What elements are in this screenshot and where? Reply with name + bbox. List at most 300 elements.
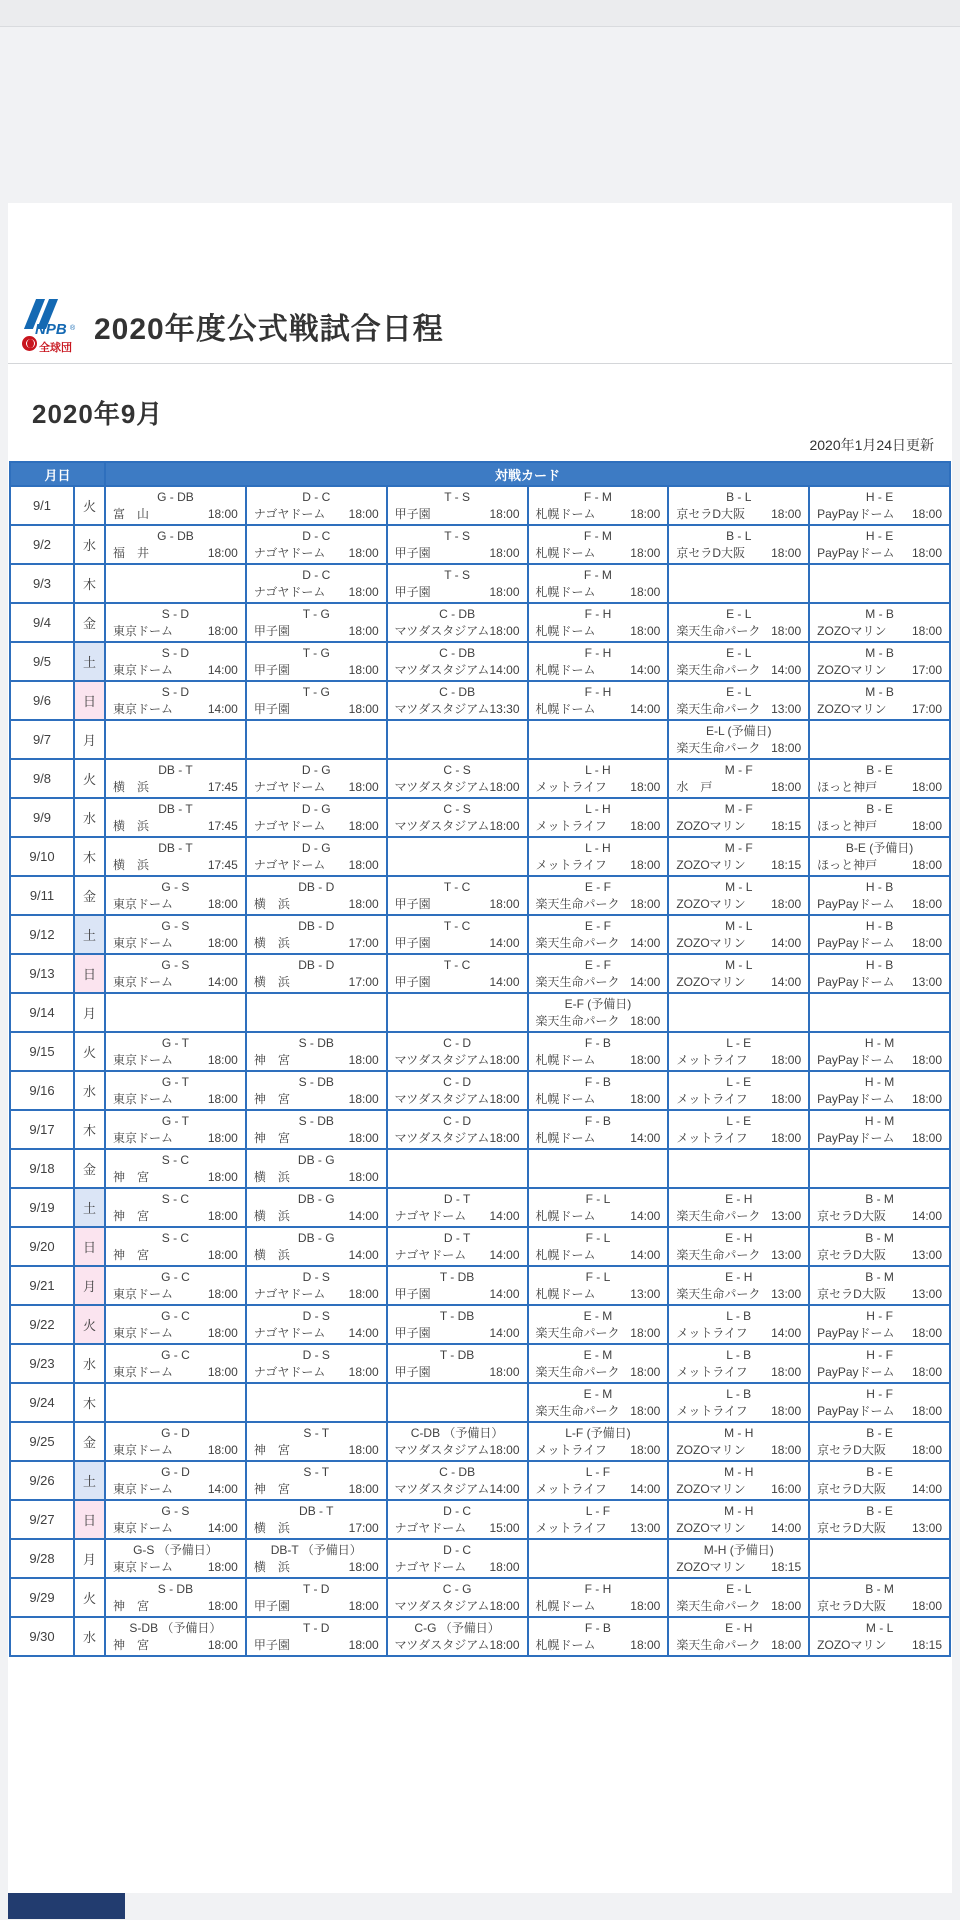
match-card-label: F - L	[585, 1192, 611, 1206]
game-cell	[388, 1579, 527, 1616]
npb-logo-icon	[22, 299, 80, 353]
game-cell	[810, 1462, 949, 1499]
match-card-label: G - D	[161, 1426, 190, 1440]
time-label: 18:00	[348, 1560, 379, 1574]
venue-label: ZOZOマリン	[676, 975, 746, 989]
game-cell	[529, 916, 668, 953]
venue-label: マツダスタジアム	[394, 624, 490, 638]
match-card-label: T - G	[302, 685, 330, 699]
time-label: 18:00	[911, 897, 942, 911]
time-label: 17:00	[348, 975, 379, 989]
time-label: 18:00	[911, 624, 942, 638]
game-cell	[669, 1540, 808, 1577]
venue-label: ナゴヤドーム	[394, 1209, 467, 1223]
match-card-label: DB - D	[298, 958, 335, 972]
venue-label: PayPayドーム	[817, 1053, 895, 1067]
day-of-week-cell: 水	[75, 1345, 104, 1382]
card-column-header: 対戦カード	[106, 463, 949, 485]
time-label: 18:00	[911, 858, 942, 872]
time-label: 18:00	[771, 546, 802, 560]
date-cell: 9/21	[11, 1267, 73, 1304]
venue-label: 札幌ドーム	[535, 585, 596, 599]
game-cell	[247, 682, 386, 719]
date-cell: 9/30	[11, 1618, 73, 1655]
game-cell	[106, 916, 245, 953]
time-label: 18:00	[911, 507, 942, 521]
venue-label: 甲子園	[253, 1638, 290, 1652]
venue-label: 甲子園	[394, 975, 431, 989]
game-cell	[388, 1423, 527, 1460]
time-label: 17:00	[911, 663, 942, 677]
match-card-label: E - L	[726, 1582, 752, 1596]
time-label: 14:00	[207, 663, 238, 677]
match-card-label: S - T	[303, 1426, 330, 1440]
game-cell	[529, 1501, 668, 1538]
venue-label: 東京ドーム	[113, 1521, 174, 1535]
game-cell	[247, 1306, 386, 1343]
game-cell	[529, 877, 668, 914]
day-of-week-cell: 月	[75, 1540, 104, 1577]
match-card-label: L - H	[585, 841, 611, 855]
game-cell	[529, 1423, 668, 1460]
schedule-row	[11, 1384, 949, 1421]
game-cell	[529, 838, 668, 875]
day-of-week-cell: 金	[75, 604, 104, 641]
match-card-label: E - F	[584, 958, 611, 972]
match-card-label: L - B	[726, 1309, 752, 1323]
venue-label: 札幌ドーム	[535, 663, 596, 677]
schedule-row	[11, 643, 949, 680]
schedule-row	[11, 1579, 949, 1616]
venue-label: 札幌ドーム	[535, 1053, 596, 1067]
time-label: 14:00	[348, 1326, 379, 1340]
day-of-week-cell: 月	[75, 994, 104, 1031]
time-label: 18:00	[348, 1287, 379, 1301]
time-label: 17:00	[911, 702, 942, 716]
game-cell	[388, 877, 527, 914]
match-card-label: M - B	[865, 607, 894, 621]
table-header-row	[11, 463, 949, 485]
match-card-label: B - E	[866, 1426, 893, 1440]
time-label: 18:00	[489, 1053, 520, 1067]
match-card-label: T - G	[302, 646, 330, 660]
match-card-label: S - DB	[298, 1036, 334, 1050]
match-card-label: E - L	[726, 646, 752, 660]
game-cell	[810, 1306, 949, 1343]
venue-label: 東京ドーム	[113, 1131, 174, 1145]
time-label: 18:00	[348, 1170, 379, 1184]
match-card-label: G - C	[161, 1309, 190, 1323]
day-of-week-cell: 土	[75, 916, 104, 953]
game-cell	[106, 994, 245, 1031]
schedule-row	[11, 760, 949, 797]
time-label: 18:00	[207, 1053, 238, 1067]
time-label: 18:00	[207, 1326, 238, 1340]
time-label: 18:15	[771, 1560, 802, 1574]
game-cell	[529, 1150, 668, 1187]
game-cell	[529, 1462, 668, 1499]
schedule-row	[11, 1501, 949, 1538]
game-cell	[388, 1345, 527, 1382]
game-cell	[106, 1072, 245, 1109]
venue-label: メットライフ	[676, 1326, 748, 1340]
game-cell	[388, 1267, 527, 1304]
schedule-row	[11, 1189, 949, 1226]
footer-navy-block	[8, 1893, 125, 1919]
date-cell: 9/29	[11, 1579, 73, 1616]
date-cell: 9/18	[11, 1150, 73, 1187]
match-card-label: E-F (予備日)	[564, 997, 632, 1011]
game-cell	[669, 487, 808, 524]
venue-label: 札幌ドーム	[535, 1638, 596, 1652]
game-cell	[669, 799, 808, 836]
venue-label: 楽天生命パーク	[676, 663, 761, 677]
match-card-label: DB - T	[158, 841, 193, 855]
match-card-label: S - C	[161, 1192, 190, 1206]
venue-label: 京セラD大阪	[817, 1248, 886, 1262]
game-cell	[388, 1618, 527, 1655]
venue-label: 水 戸	[676, 780, 713, 794]
match-card-label: D - S	[302, 1348, 330, 1362]
game-cell	[388, 643, 527, 680]
venue-label: ZOZOマリン	[817, 624, 887, 638]
venue-label: 楽天生命パーク	[676, 624, 761, 638]
match-card-label: B - L	[726, 490, 752, 504]
date-cell: 9/27	[11, 1501, 73, 1538]
match-card-label: L - E	[726, 1075, 752, 1089]
game-cell	[388, 1501, 527, 1538]
date-cell: 9/16	[11, 1072, 73, 1109]
time-label: 14:00	[348, 1209, 379, 1223]
game-cell	[106, 1462, 245, 1499]
game-cell	[388, 1189, 527, 1226]
match-card-label: G - C	[161, 1270, 190, 1284]
content-wrapper	[8, 203, 952, 1893]
venue-label: ほっと神戸	[817, 819, 878, 833]
game-cell	[810, 487, 949, 524]
match-card-label: D - T	[443, 1231, 471, 1245]
date-cell: 9/4	[11, 604, 73, 641]
venue-label: 札幌ドーム	[535, 1092, 596, 1106]
time-label: 18:00	[489, 1443, 520, 1457]
time-label: 18:00	[630, 780, 661, 794]
game-cell	[669, 1579, 808, 1616]
match-card-label: T - G	[302, 607, 330, 621]
game-cell	[106, 838, 245, 875]
game-cell	[388, 1228, 527, 1265]
match-card-label: L - B	[726, 1348, 752, 1362]
game-cell	[106, 1423, 245, 1460]
date-cell: 9/3	[11, 565, 73, 602]
venue-label: ナゴヤドーム	[253, 1365, 326, 1379]
match-card-label: D - G	[301, 763, 331, 777]
time-label: 18:00	[489, 546, 520, 560]
match-card-label: L - E	[726, 1036, 752, 1050]
game-cell	[810, 1540, 949, 1577]
venue-label: 横 浜	[253, 936, 290, 950]
game-cell	[529, 1111, 668, 1148]
match-card-label: C - G	[442, 1582, 472, 1596]
day-of-week-cell: 日	[75, 1228, 104, 1265]
game-cell	[247, 721, 386, 758]
venue-label: 楽天生命パーク	[535, 1365, 620, 1379]
game-cell	[247, 1267, 386, 1304]
venue-label: 京セラD大阪	[817, 1209, 886, 1223]
match-card-label: M - H	[724, 1465, 754, 1479]
venue-label: 札幌ドーム	[535, 1248, 596, 1262]
venue-label: ZOZOマリン	[817, 663, 887, 677]
time-label: 15:00	[489, 1521, 520, 1535]
match-card-label: S - T	[303, 1465, 330, 1479]
game-cell	[106, 604, 245, 641]
game-cell	[810, 838, 949, 875]
match-card-label: G - S	[161, 1504, 190, 1518]
venue-label: ナゴヤドーム	[253, 546, 326, 560]
venue-label: ZOZOマリン	[817, 1638, 887, 1652]
game-cell	[529, 1618, 668, 1655]
time-label: 18:00	[771, 624, 802, 638]
date-cell: 9/24	[11, 1384, 73, 1421]
date-cell: 9/19	[11, 1189, 73, 1226]
match-card-label: S - DB	[298, 1114, 334, 1128]
venue-label: メットライフ	[535, 819, 607, 833]
venue-label: マツダスタジアム	[394, 702, 490, 716]
game-cell	[529, 760, 668, 797]
time-label: 14:00	[207, 702, 238, 716]
match-card-label: D - G	[301, 802, 331, 816]
time-label: 14:00	[630, 1248, 661, 1262]
match-card-label: D - G	[301, 841, 331, 855]
game-cell	[529, 682, 668, 719]
venue-label: 甲子園	[253, 624, 290, 638]
match-card-label: C - DB	[439, 646, 476, 660]
schedule-row	[11, 1150, 949, 1187]
game-cell	[388, 1150, 527, 1187]
time-label: 14:00	[771, 975, 802, 989]
game-cell	[669, 643, 808, 680]
time-label: 13:30	[489, 702, 520, 716]
time-label: 17:00	[348, 936, 379, 950]
game-cell	[247, 1618, 386, 1655]
venue-label: 甲子園	[253, 702, 290, 716]
match-card-label: D - C	[443, 1504, 472, 1518]
time-label: 18:00	[207, 936, 238, 950]
game-cell	[247, 1540, 386, 1577]
match-card-label: L - H	[585, 763, 611, 777]
venue-label: 楽天生命パーク	[535, 1404, 620, 1418]
venue-label: メットライフ	[676, 1365, 748, 1379]
venue-label: 札幌ドーム	[535, 1209, 596, 1223]
time-label: 18:00	[911, 1443, 942, 1457]
time-label: 18:00	[911, 546, 942, 560]
game-cell	[388, 487, 527, 524]
schedule-row	[11, 1423, 949, 1460]
match-card-label: H - B	[865, 919, 894, 933]
game-cell	[669, 721, 808, 758]
match-card-label: L - H	[585, 802, 611, 816]
time-label: 18:00	[489, 624, 520, 638]
time-label: 18:00	[348, 819, 379, 833]
match-card-label: L - B	[726, 1387, 752, 1401]
game-cell	[669, 1189, 808, 1226]
venue-label: 神 宮	[253, 1131, 290, 1145]
match-card-label: L - F	[585, 1504, 611, 1518]
venue-label: 東京ドーム	[113, 1053, 174, 1067]
venue-label: 京セラD大阪	[817, 1482, 886, 1496]
date-cell: 9/9	[11, 799, 73, 836]
match-card-label: C - S	[443, 763, 471, 777]
match-card-label: H - M	[864, 1114, 895, 1128]
game-cell	[810, 1189, 949, 1226]
match-card-label: B-E (予備日)	[845, 841, 914, 855]
time-label: 13:00	[771, 702, 802, 716]
match-card-label: B - E	[866, 1465, 893, 1479]
venue-label: 甲子園	[394, 1287, 431, 1301]
venue-label: 横 浜	[253, 1521, 290, 1535]
game-cell	[106, 721, 245, 758]
match-card-label: T - D	[303, 1582, 330, 1596]
date-cell: 9/22	[11, 1306, 73, 1343]
venue-label: メットライフ	[535, 780, 607, 794]
game-cell	[669, 1033, 808, 1070]
venue-label: メットライフ	[676, 1131, 748, 1145]
time-label: 14:00	[771, 1326, 802, 1340]
match-card-label: DB - D	[298, 919, 335, 933]
day-of-week-cell: 火	[75, 1579, 104, 1616]
match-card-label: H - E	[865, 529, 894, 543]
venue-label: 東京ドーム	[113, 975, 174, 989]
game-cell	[388, 682, 527, 719]
game-cell	[388, 1540, 527, 1577]
day-of-week-cell: 火	[75, 1033, 104, 1070]
game-cell	[810, 1618, 949, 1655]
game-cell	[810, 604, 949, 641]
time-label: 18:00	[207, 1131, 238, 1145]
game-cell	[669, 1072, 808, 1109]
game-cell	[388, 565, 527, 602]
time-label: 18:00	[911, 936, 942, 950]
venue-label: 楽天生命パーク	[676, 1599, 761, 1613]
time-label: 18:00	[630, 1404, 661, 1418]
venue-label: 札幌ドーム	[535, 624, 596, 638]
time-label: 18:00	[771, 1443, 802, 1457]
match-card-label: C - DB	[439, 607, 476, 621]
venue-label: PayPayドーム	[817, 1404, 895, 1418]
game-cell	[247, 1150, 386, 1187]
match-card-label: G - S	[161, 880, 190, 894]
time-label: 16:00	[771, 1482, 802, 1496]
venue-label: 楽天生命パーク	[676, 741, 761, 755]
time-label: 18:00	[630, 1599, 661, 1613]
venue-label: ほっと神戸	[817, 780, 878, 794]
game-cell	[106, 682, 245, 719]
time-label: 18:00	[207, 1599, 238, 1613]
time-label: 13:00	[911, 1248, 942, 1262]
npb-logo-reg-mark: ®	[70, 325, 76, 332]
venue-label: 甲子園	[253, 1599, 290, 1613]
game-cell	[106, 1384, 245, 1421]
venue-label: 神 宮	[113, 1209, 150, 1223]
match-card-label: M - F	[724, 841, 753, 855]
time-label: 14:00	[489, 1209, 520, 1223]
schedule-row	[11, 604, 949, 641]
time-label: 18:00	[207, 507, 238, 521]
match-card-label: L - E	[726, 1114, 752, 1128]
time-label: 18:00	[489, 507, 520, 521]
day-of-week-cell: 木	[75, 1111, 104, 1148]
game-cell	[810, 1033, 949, 1070]
match-card-label: DB - D	[298, 880, 335, 894]
game-cell	[106, 877, 245, 914]
time-label: 18:00	[348, 546, 379, 560]
game-cell	[529, 1228, 668, 1265]
game-cell	[247, 1579, 386, 1616]
time-label: 18:00	[348, 624, 379, 638]
match-card-label: L-F (予備日)	[565, 1426, 631, 1440]
schedule-row	[11, 877, 949, 914]
venue-label: マツダスタジアム	[394, 1599, 490, 1613]
time-label: 18:00	[489, 1131, 520, 1145]
venue-label: 楽天生命パーク	[676, 1287, 761, 1301]
match-card-label: B - E	[866, 763, 893, 777]
time-label: 14:00	[489, 1482, 520, 1496]
time-label: 18:00	[489, 1638, 520, 1652]
venue-label: 富 山	[113, 507, 150, 521]
game-cell	[106, 1228, 245, 1265]
game-cell	[669, 916, 808, 953]
time-label: 14:00	[771, 663, 802, 677]
game-cell	[106, 1111, 245, 1148]
venue-label: PayPayドーム	[817, 975, 895, 989]
time-label: 14:00	[911, 1209, 942, 1223]
game-cell	[106, 1267, 245, 1304]
venue-label: 横 浜	[253, 975, 290, 989]
game-cell	[669, 604, 808, 641]
match-card-label: T - DB	[439, 1270, 475, 1284]
match-card-label: T - S	[444, 490, 470, 504]
game-cell	[669, 1462, 808, 1499]
venue-label: ナゴヤドーム	[253, 1287, 326, 1301]
game-cell	[529, 604, 668, 641]
match-card-label: B - E	[866, 802, 893, 816]
time-label: 18:00	[207, 1170, 238, 1184]
venue-label: PayPayドーム	[817, 546, 895, 560]
game-cell	[106, 487, 245, 524]
game-cell	[529, 1189, 668, 1226]
time-label: 14:00	[630, 1131, 661, 1145]
venue-label: 京セラD大阪	[817, 1599, 886, 1613]
match-card-label: F - L	[585, 1231, 611, 1245]
venue-label: 札幌ドーム	[535, 1599, 596, 1613]
schedule-row	[11, 1345, 949, 1382]
venue-label: 楽天生命パーク	[676, 1209, 761, 1223]
match-card-label: T - C	[443, 958, 471, 972]
game-cell	[247, 1033, 386, 1070]
match-card-label: DB-T （予備日）	[270, 1543, 362, 1557]
venue-label: ナゴヤドーム	[253, 819, 326, 833]
time-label: 18:00	[348, 1365, 379, 1379]
time-label: 18:00	[771, 1365, 802, 1379]
game-cell	[247, 604, 386, 641]
game-cell	[529, 721, 668, 758]
game-cell	[106, 526, 245, 563]
venue-label: ZOZOマリン	[676, 858, 746, 872]
time-label: 14:00	[630, 1209, 661, 1223]
venue-label: 楽天生命パーク	[676, 702, 761, 716]
time-label: 14:00	[489, 975, 520, 989]
venue-label: 福 井	[113, 546, 150, 560]
venue-label: PayPayドーム	[817, 1092, 895, 1106]
